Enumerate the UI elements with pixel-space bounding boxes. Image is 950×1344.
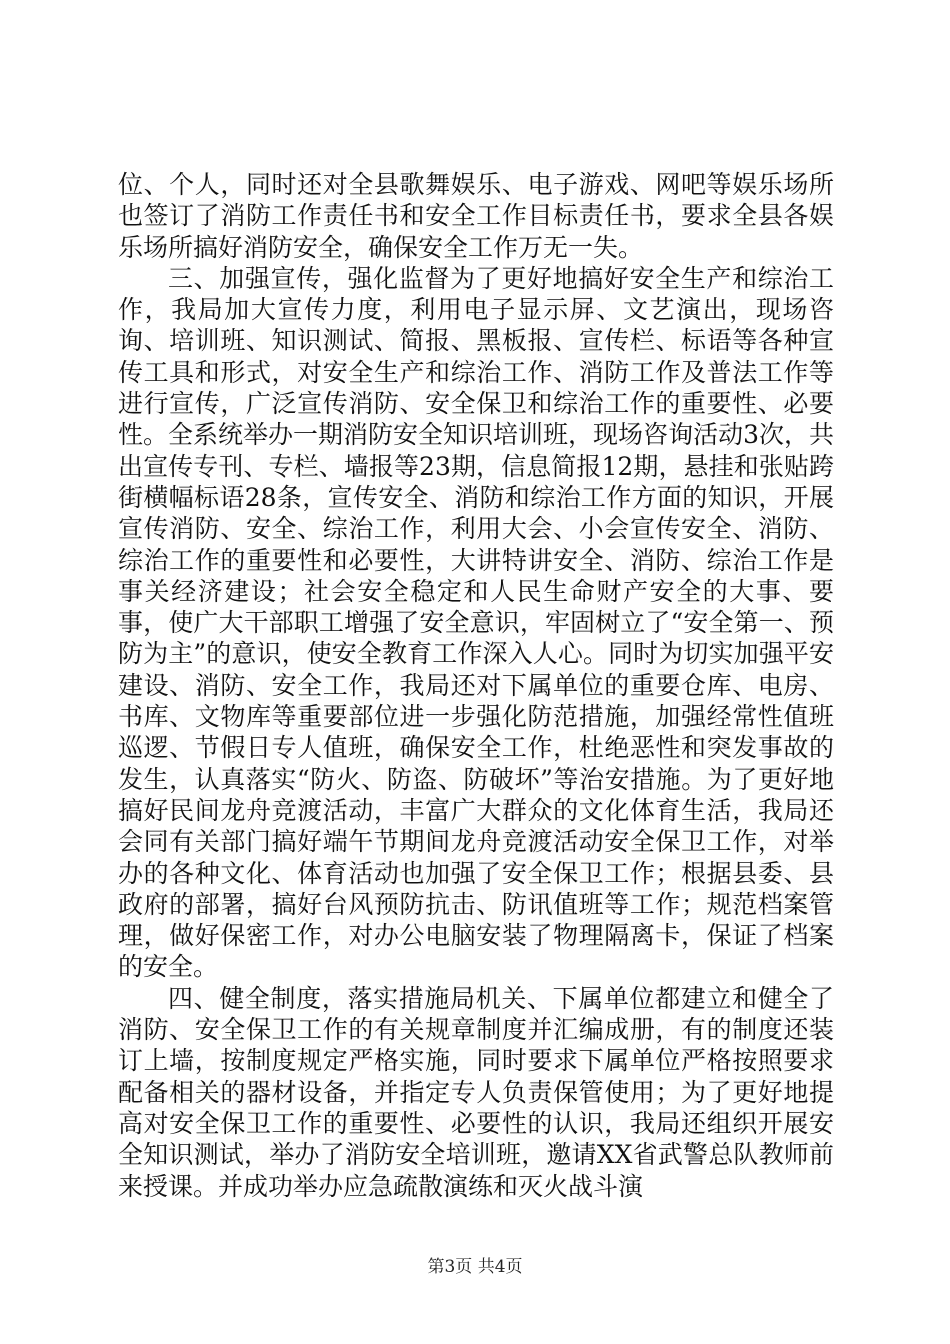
- document-body: [118, 169, 834, 1202]
- paragraph-publicity: 三、加强宣传，强化监督为了更好地搞好安全生产和综治工作，我局加大宣传力度，利用电子显示屏、文艺演出，现场咨询、培训班、知识测试、简报、黑板报、宣传栏、标语等各种宣传工具和形式，对安全生产和综治工作、消防工作及普法工作等进行宣传，广泛宣传消防、安全保卫和综治工作的重要性、必要性。全系统举办一期消防安全知识培训班，现场咨询活动3次，共出宣传专刊、专栏、墙报等23期，信息简报12期，悬挂和张贴跨街横幅标语28条，宣传安全、消防和综治工作方面的知识，开展宣传消防、安全、综治工作，利用大会、小会宣传安全、消防、综治工作的重要性和必要性，大讲特讲安全、消防、综治工作是事关经济建设；社会安全稳定和人民生命财产安全的大事、要事，使广大干部职工增强了安全意识，牢固树立了“安全第一、预防为主”的意识，使安全教育工作深入人心。同时为切实加强平安建设、消防、安全工作，我局还对下属单位的重要仓库、电房、书库、文物库等重要部位进一步强化防范措施，加强经常性值班巡逻、节假日专人值班，确保安全工作，杜绝恶性和突发事故的发生，认真落实“防火、防盗、防破坏”等治安措施。为了更好地搞好民间龙舟竞渡活动，丰富广大群众的文化体育生活，我局还会同有关部门搞好端午节期间龙舟竞渡活动安全保卫工作，对举办的各种文化、体育活动也加强了安全保卫工作；根据县委、县政府的部署，搞好台风预防抗击、防讯值班等工作；规范档案管理，做好保密工作，对办公电脑安装了物理隔离卡，保证了档案的安全。: [118, 263, 834, 982]
- paragraph-regulations: 四、健全制度，落实措施局机关、下属单位都建立和健全了消防、安全保卫工作的有关规章制度并汇编成册，有的制度还装订上墙，按制度规定严格实施，同时要求下属单位严格按照要求配备相关的器材设备，并指定专人负责保管使用；为了更好地提高对安全保卫工作的重要性、必要性的认识，我局还组织开展安全知识测试，举办了消防安全培训班，邀请XX省武警总队教师前来授课。并成功举办应急疏散演练和灭火战斗演: [118, 983, 834, 1201]
- paragraph-continuation: 位、个人，同时还对全县歌舞娱乐、电子游戏、网吧等娱乐场所也签订了消防工作责任书和安全工作目标责任书，要求全县各娱乐场所搞好消防安全，确保安全工作万无一失。: [118, 170, 834, 262]
- page-number-footer: 第3页 共4页: [427, 1257, 523, 1277]
